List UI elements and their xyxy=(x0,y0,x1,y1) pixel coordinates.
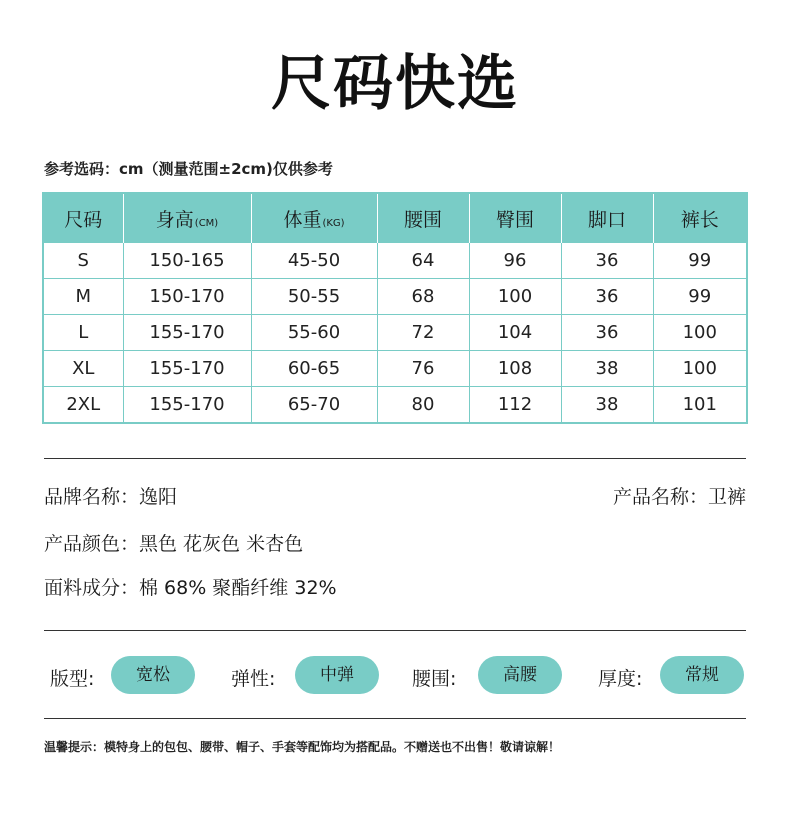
cell-size: 2XL xyxy=(43,387,123,424)
cell-weight: 65-70 xyxy=(251,387,377,424)
size-table-header xyxy=(43,193,747,243)
header-waist: 腰围 xyxy=(377,193,469,243)
cell-length: 99 xyxy=(653,243,747,279)
header-size: 尺码 xyxy=(43,193,123,243)
size-table xyxy=(42,192,748,424)
cell-height: 155-170 xyxy=(123,315,251,351)
header-weight: 体重(KG) xyxy=(251,193,377,243)
brand-name: 品牌名称：逸阳 xyxy=(44,486,178,508)
elasticity-badge: 中弹 xyxy=(295,656,379,694)
header-length: 裤长 xyxy=(653,193,747,243)
cell-waist: 72 xyxy=(377,315,469,351)
cell-height: 155-170 xyxy=(123,351,251,387)
cell-hip: 108 xyxy=(469,351,561,387)
tip-note: 温馨提示：模特身上的包包、腰带、帽子、手套等配饰均为搭配品。不赠送也不出售！敬请谅解！ xyxy=(44,740,561,754)
header-height: 身高(CM) xyxy=(123,193,251,243)
table-row xyxy=(43,315,747,351)
cell-weight: 60-65 xyxy=(251,351,377,387)
divider xyxy=(44,630,746,631)
thickness-label: 厚度: xyxy=(598,668,643,690)
product-colors: 产品颜色：黑色 花灰色 米杏色 xyxy=(44,533,304,555)
cell-waist: 64 xyxy=(377,243,469,279)
cell-length: 100 xyxy=(653,315,747,351)
page-title: 尺码快选 xyxy=(271,49,519,119)
elasticity-label: 弹性: xyxy=(231,668,276,690)
cell-hip: 112 xyxy=(469,387,561,424)
cell-waist: 80 xyxy=(377,387,469,424)
product-name: 产品名称：卫裤 xyxy=(612,486,746,508)
table-row xyxy=(43,387,747,424)
table-row xyxy=(43,351,747,387)
thickness-badge: 常规 xyxy=(660,656,744,694)
fit-label: 版型: xyxy=(50,668,95,690)
cell-length: 99 xyxy=(653,279,747,315)
cell-leg-opening: 38 xyxy=(561,351,653,387)
cell-height: 155-170 xyxy=(123,387,251,424)
cell-hip: 100 xyxy=(469,279,561,315)
cell-weight: 45-50 xyxy=(251,243,377,279)
fabric-composition: 面料成分：棉 68% 聚酯纤维 32% xyxy=(44,577,337,599)
cell-weight: 55-60 xyxy=(251,315,377,351)
cell-height: 150-165 xyxy=(123,243,251,279)
divider xyxy=(44,458,746,459)
fit-badge: 宽松 xyxy=(111,656,195,694)
waist-label: 腰围: xyxy=(412,668,457,690)
table-row xyxy=(43,279,747,315)
cell-size: XL xyxy=(43,351,123,387)
reference-note: 参考选码：cm（测量范围±2cm)仅供参考 xyxy=(44,160,333,178)
cell-length: 101 xyxy=(653,387,747,424)
waist-badge: 高腰 xyxy=(478,656,562,694)
cell-length: 100 xyxy=(653,351,747,387)
table-row xyxy=(43,243,747,279)
cell-hip: 96 xyxy=(469,243,561,279)
header-hip: 臀围 xyxy=(469,193,561,243)
cell-waist: 76 xyxy=(377,351,469,387)
cell-leg-opening: 36 xyxy=(561,315,653,351)
divider xyxy=(44,718,746,719)
cell-size: M xyxy=(43,279,123,315)
cell-leg-opening: 38 xyxy=(561,387,653,424)
cell-size: L xyxy=(43,315,123,351)
cell-size: S xyxy=(43,243,123,279)
cell-leg-opening: 36 xyxy=(561,243,653,279)
cell-hip: 104 xyxy=(469,315,561,351)
cell-weight: 50-55 xyxy=(251,279,377,315)
cell-waist: 68 xyxy=(377,279,469,315)
cell-height: 150-170 xyxy=(123,279,251,315)
header-leg-opening: 脚口 xyxy=(561,193,653,243)
cell-leg-opening: 36 xyxy=(561,279,653,315)
